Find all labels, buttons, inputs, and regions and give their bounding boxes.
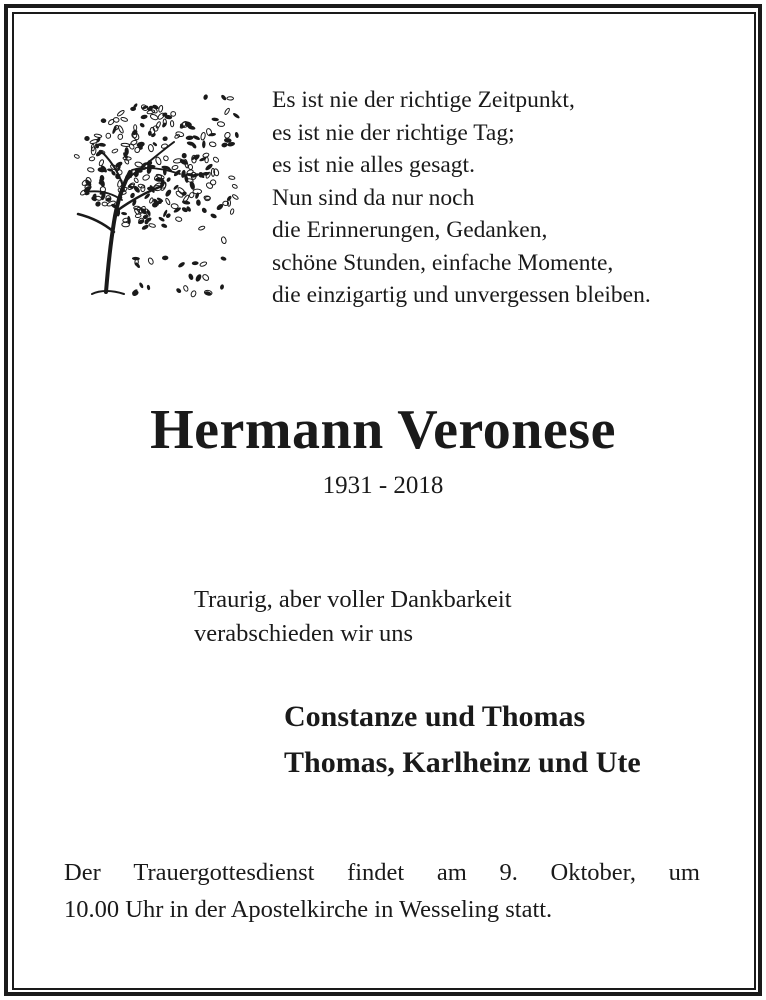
life-years: 1931 - 2018 [322, 472, 444, 499]
mourners [284, 694, 641, 786]
notice-word: findet [347, 859, 405, 886]
poem-line: die einzigartig und unvergessen bleiben. [272, 282, 651, 308]
poem-line: Es ist nie der richtige Zeitpunkt, [272, 87, 575, 113]
notice-word: Trauergottesdienst [133, 859, 315, 886]
mourner-line: Constanze und Thomas [284, 700, 586, 733]
notice-word: um [668, 859, 700, 886]
poem-line: schöne Stunden, einfache Momente, [272, 249, 614, 276]
intro-line: verabschieden wir uns [194, 620, 414, 647]
poem-line: die Erinnerungen, Gedanken, [272, 217, 548, 243]
farewell-intro [194, 583, 512, 651]
mourner-line: Thomas, Karlheinz und Ute [284, 746, 641, 779]
poem-line: Nun sind da nur noch [272, 184, 475, 211]
notice-word: am [436, 859, 467, 886]
windblown-tree-icon [62, 82, 242, 302]
poem-line: es ist nie der richtige Tag; [272, 119, 515, 146]
notice-word: Der [64, 859, 101, 886]
poem [272, 84, 651, 312]
notice-line [64, 854, 700, 891]
notice-line: 10.00 Uhr in der Apostelkirche in Wesseling statt. [64, 896, 553, 923]
service-notice [64, 854, 700, 928]
poem-line: es ist nie alles gesagt. [272, 152, 475, 178]
deceased-name: Hermann Veronese [150, 399, 616, 461]
notice-word: 9. [499, 859, 518, 886]
notice-word: Oktober, [550, 859, 636, 886]
intro-line: Traurig, aber voller Dankbarkeit [194, 586, 512, 613]
